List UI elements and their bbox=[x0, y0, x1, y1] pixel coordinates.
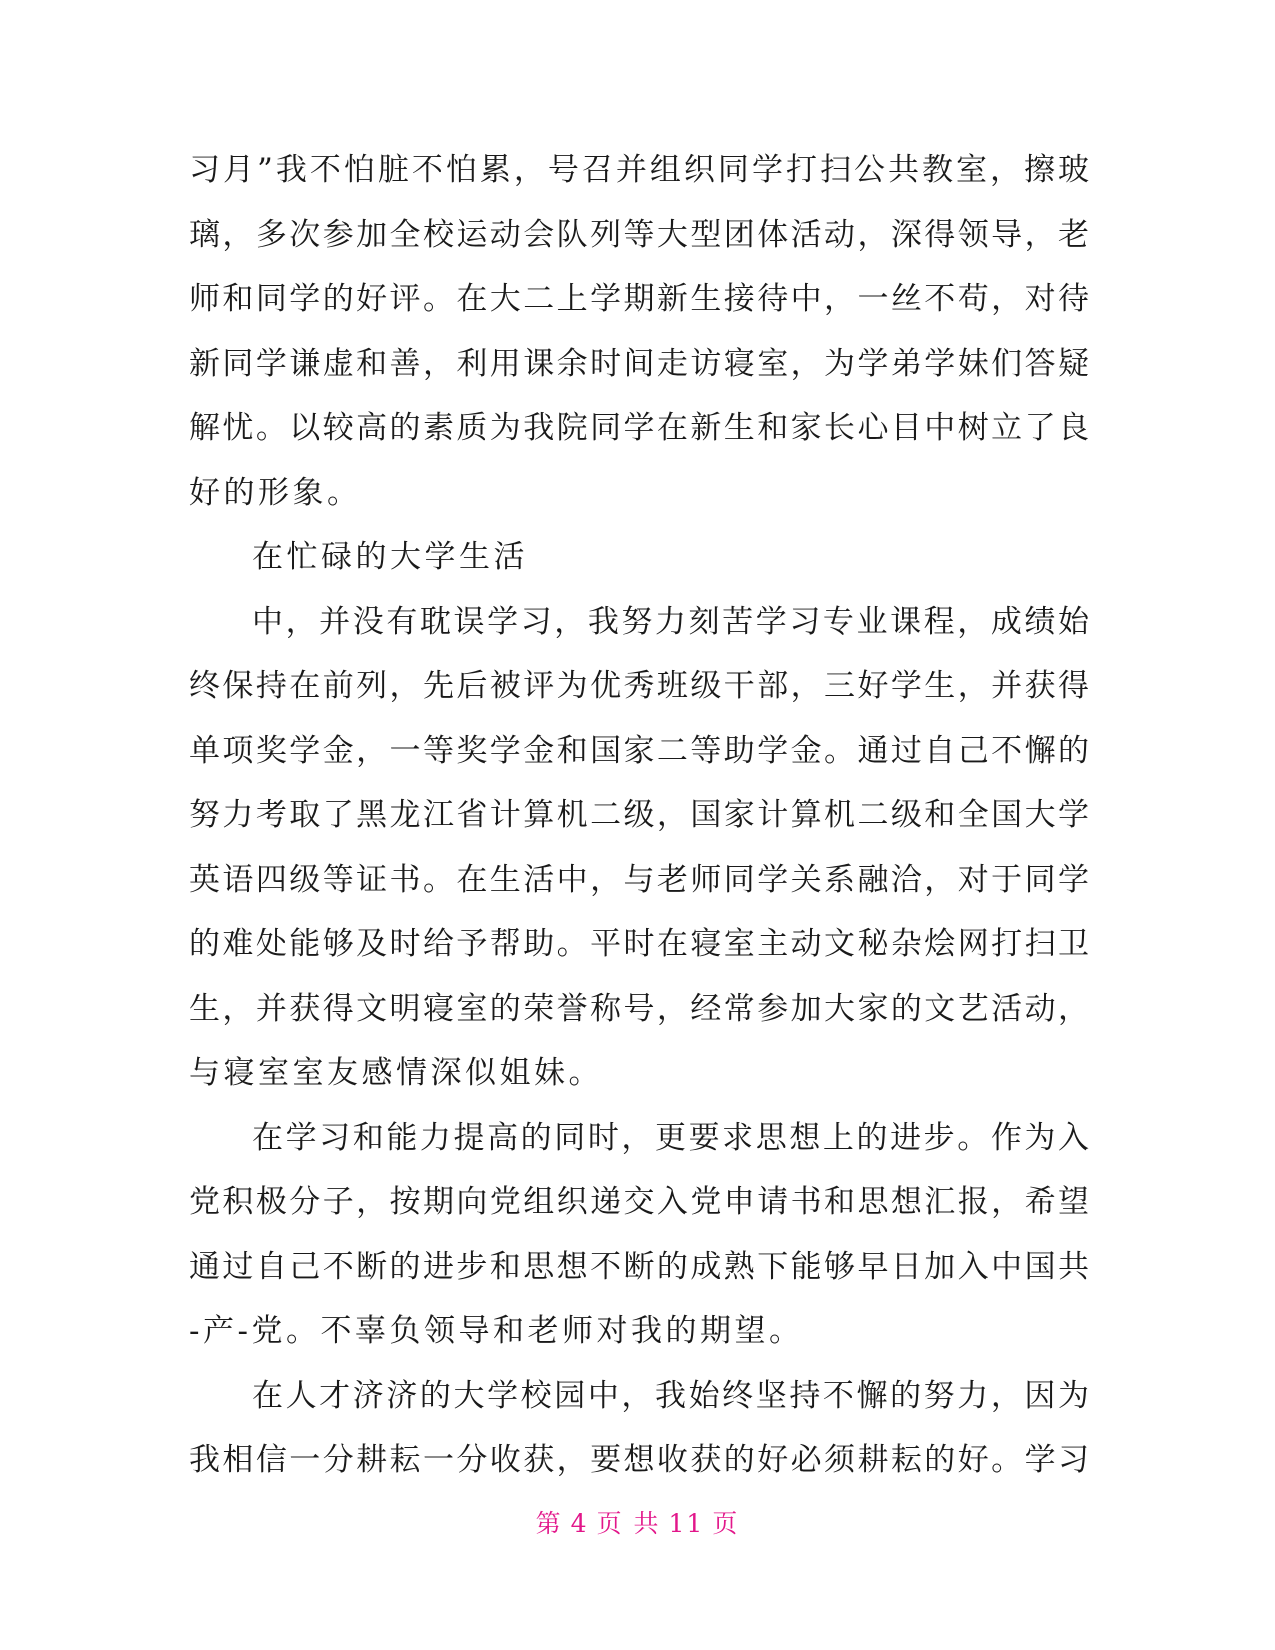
text-line: 璃，多次参加全校运动会队列等大型团体活动，深得领导，老 bbox=[189, 216, 1089, 253]
text-line: 解忧。以较高的素质为我院同学在新生和家长心目中树立了良 bbox=[189, 410, 1089, 446]
footer-current-page: 4 bbox=[570, 1509, 589, 1538]
text-line: 通过自己不断的进步和思想不断的成熟下能够早日加入中国共 bbox=[189, 1248, 1089, 1285]
text-line: 习月”我不怕脏不怕累，号召并组织同学打扫公共教室，擦玻 bbox=[189, 152, 1089, 188]
text-line: 终保持在前列，先后被评为优秀班级干部，三好学生，并获得 bbox=[189, 668, 1089, 704]
text-line: -产-党。不辜负领导和老师对我的期望。 bbox=[189, 1313, 804, 1349]
text-line: 师和同学的好评。在大二上学期新生接待中，一丝不苟，对待 bbox=[189, 281, 1089, 317]
text-line: 英语四级等证书。在生活中，与老师同学关系融洽，对于同学 bbox=[189, 861, 1089, 898]
text-line: 的难处能够及时给予帮助。平时在寝室主动文秘杂烩网打扫卫 bbox=[189, 926, 1089, 962]
footer-total-pages: 11 bbox=[668, 1509, 705, 1538]
footer-middle: 页 共 bbox=[596, 1509, 661, 1538]
text-line: 新同学谦虚和善，利用课余时间走访寝室，为学弟学妹们答疑 bbox=[189, 345, 1089, 382]
text-line: 在人才济济的大学校园中，我始终坚持不懈的努力，因为 bbox=[252, 1377, 1089, 1414]
page-footer bbox=[0, 1504, 1275, 1540]
body-text bbox=[189, 138, 1089, 1493]
text-line: 在忙碌的大学生活 bbox=[252, 539, 528, 575]
text-line: 中，并没有耽误学习，我努力刻苦学习专业课程，成绩始 bbox=[252, 603, 1089, 640]
footer-suffix: 页 bbox=[712, 1509, 740, 1538]
text-line: 我相信一分耕耘一分收获，要想收获的好必须耕耘的好。学习 bbox=[189, 1442, 1089, 1478]
text-line: 单项奖学金，一等奖学金和国家二等助学金。通过自己不懈的 bbox=[189, 732, 1089, 769]
text-line: 党积极分子，按期向党组织递交入党申请书和思想汇报，希望 bbox=[189, 1184, 1089, 1220]
footer-prefix: 第 bbox=[535, 1509, 563, 1538]
text-line: 在学习和能力提高的同时，更要求思想上的进步。作为入 bbox=[252, 1119, 1089, 1156]
text-line: 与寝室室友感情深似姐妹。 bbox=[189, 1055, 603, 1091]
text-line: 好的形象。 bbox=[189, 474, 362, 511]
text-line: 努力考取了黑龙江省计算机二级，国家计算机二级和全国大学 bbox=[189, 797, 1089, 833]
text-line: 生，并获得文明寝室的荣誉称号，经常参加大家的文艺活动， bbox=[189, 990, 1089, 1027]
